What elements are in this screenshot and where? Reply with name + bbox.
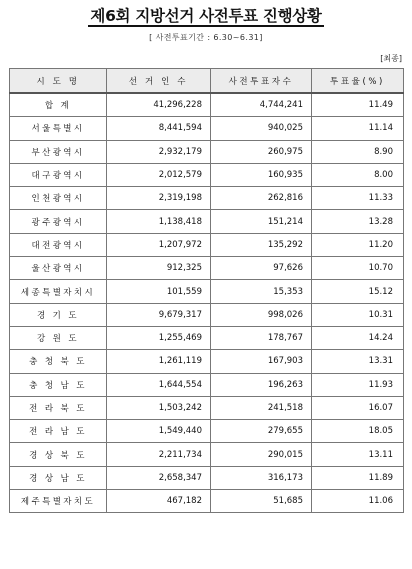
voters-cell: 262,816 bbox=[211, 187, 312, 210]
electors-cell: 912,325 bbox=[107, 257, 211, 280]
region-cell: 세종특별자치시 bbox=[10, 280, 107, 303]
rate-cell: 11.14 bbox=[312, 117, 404, 140]
rate-cell: 16.07 bbox=[312, 396, 404, 419]
region-cell: 강 원 도 bbox=[10, 326, 107, 349]
table-row bbox=[10, 350, 404, 373]
voters-cell: 178,767 bbox=[211, 326, 312, 349]
region-cell: 대전광역시 bbox=[10, 233, 107, 256]
table-row bbox=[10, 140, 404, 163]
region-cell: 인천광역시 bbox=[10, 187, 107, 210]
voters-cell: 316,173 bbox=[211, 466, 312, 489]
rate-cell: 8.00 bbox=[312, 163, 404, 186]
region-cell: 전 라 남 도 bbox=[10, 420, 107, 443]
electors-cell: 1,549,440 bbox=[107, 420, 211, 443]
region-cell: 서울특별시 bbox=[10, 117, 107, 140]
electors-cell: 2,211,734 bbox=[107, 443, 211, 466]
table-row bbox=[10, 187, 404, 210]
rate-cell: 13.31 bbox=[312, 350, 404, 373]
region-cell: 충 청 북 도 bbox=[10, 350, 107, 373]
region-cell: 합 계 bbox=[10, 93, 107, 117]
voters-cell: 241,518 bbox=[211, 396, 312, 419]
rate-cell: 11.33 bbox=[312, 187, 404, 210]
table-row bbox=[10, 420, 404, 443]
region-cell: 울산광역시 bbox=[10, 257, 107, 280]
voters-cell: 15,353 bbox=[211, 280, 312, 303]
table-row bbox=[10, 466, 404, 489]
electors-cell: 8,441,594 bbox=[107, 117, 211, 140]
voters-cell: 998,026 bbox=[211, 303, 312, 326]
table-row bbox=[10, 280, 404, 303]
turnout-table bbox=[9, 68, 404, 513]
region-cell: 부산광역시 bbox=[10, 140, 107, 163]
region-cell: 제주특별자치도 bbox=[10, 490, 107, 513]
electors-cell: 2,932,179 bbox=[107, 140, 211, 163]
table-row bbox=[10, 117, 404, 140]
electors-cell: 1,261,119 bbox=[107, 350, 211, 373]
table-row bbox=[10, 163, 404, 186]
electors-cell: 1,503,242 bbox=[107, 396, 211, 419]
page-title bbox=[0, 7, 412, 25]
table-row bbox=[10, 233, 404, 256]
table-row bbox=[10, 396, 404, 419]
region-cell: 경 상 남 도 bbox=[10, 466, 107, 489]
rate-cell: 11.89 bbox=[312, 466, 404, 489]
header-voters: 사전투표자수 bbox=[211, 69, 312, 94]
region-cell: 충 청 남 도 bbox=[10, 373, 107, 396]
rate-cell: 10.70 bbox=[312, 257, 404, 280]
electors-cell: 41,296,228 bbox=[107, 93, 211, 117]
rate-cell: 18.05 bbox=[312, 420, 404, 443]
rate-cell: 8.90 bbox=[312, 140, 404, 163]
voters-cell: 4,744,241 bbox=[211, 93, 312, 117]
voters-cell: 260,975 bbox=[211, 140, 312, 163]
electors-cell: 1,255,469 bbox=[107, 326, 211, 349]
electors-cell: 1,138,418 bbox=[107, 210, 211, 233]
table-row bbox=[10, 303, 404, 326]
voters-cell: 151,214 bbox=[211, 210, 312, 233]
rate-cell: 11.20 bbox=[312, 233, 404, 256]
rate-cell: 11.06 bbox=[312, 490, 404, 513]
electors-cell: 2,012,579 bbox=[107, 163, 211, 186]
table-row bbox=[10, 373, 404, 396]
rate-cell: 13.28 bbox=[312, 210, 404, 233]
table-row-total bbox=[10, 93, 404, 117]
rate-cell: 14.24 bbox=[312, 326, 404, 349]
region-cell: 경 기 도 bbox=[10, 303, 107, 326]
electors-cell: 1,207,972 bbox=[107, 233, 211, 256]
electors-cell: 9,679,317 bbox=[107, 303, 211, 326]
status-label: [최종] bbox=[380, 54, 402, 63]
electors-cell: 101,559 bbox=[107, 280, 211, 303]
voters-cell: 279,655 bbox=[211, 420, 312, 443]
header-region: 시 도 명 bbox=[10, 69, 107, 94]
table-row bbox=[10, 326, 404, 349]
rate-cell: 10.31 bbox=[312, 303, 404, 326]
electors-cell: 467,182 bbox=[107, 490, 211, 513]
voters-cell: 51,685 bbox=[211, 490, 312, 513]
voters-cell: 196,263 bbox=[211, 373, 312, 396]
region-cell: 전 라 북 도 bbox=[10, 396, 107, 419]
table-body bbox=[10, 93, 404, 513]
voters-cell: 290,015 bbox=[211, 443, 312, 466]
header-electors: 선 거 인 수 bbox=[107, 69, 211, 94]
table-header-row bbox=[10, 69, 404, 94]
voters-cell: 167,903 bbox=[211, 350, 312, 373]
voters-cell: 160,935 bbox=[211, 163, 312, 186]
table-row bbox=[10, 490, 404, 513]
table-row bbox=[10, 210, 404, 233]
electors-cell: 2,658,347 bbox=[107, 466, 211, 489]
rate-cell: 15.12 bbox=[312, 280, 404, 303]
voters-cell: 97,626 bbox=[211, 257, 312, 280]
region-cell: 경 상 북 도 bbox=[10, 443, 107, 466]
region-cell: 대구광역시 bbox=[10, 163, 107, 186]
rate-cell: 11.49 bbox=[312, 93, 404, 117]
electors-cell: 2,319,198 bbox=[107, 187, 211, 210]
table-row bbox=[10, 443, 404, 466]
page-title-text: 제6회 지방선거 사전투표 진행상황 bbox=[90, 7, 322, 25]
voters-cell: 940,025 bbox=[211, 117, 312, 140]
table-row bbox=[10, 257, 404, 280]
voters-cell: 135,292 bbox=[211, 233, 312, 256]
voting-period: [ 사전투표기간 : 6.30~6.31] bbox=[149, 33, 263, 42]
rate-cell: 11.93 bbox=[312, 373, 404, 396]
rate-cell: 13.11 bbox=[312, 443, 404, 466]
electors-cell: 1,644,554 bbox=[107, 373, 211, 396]
region-cell: 광주광역시 bbox=[10, 210, 107, 233]
header-rate: 투표율(%) bbox=[312, 69, 404, 94]
